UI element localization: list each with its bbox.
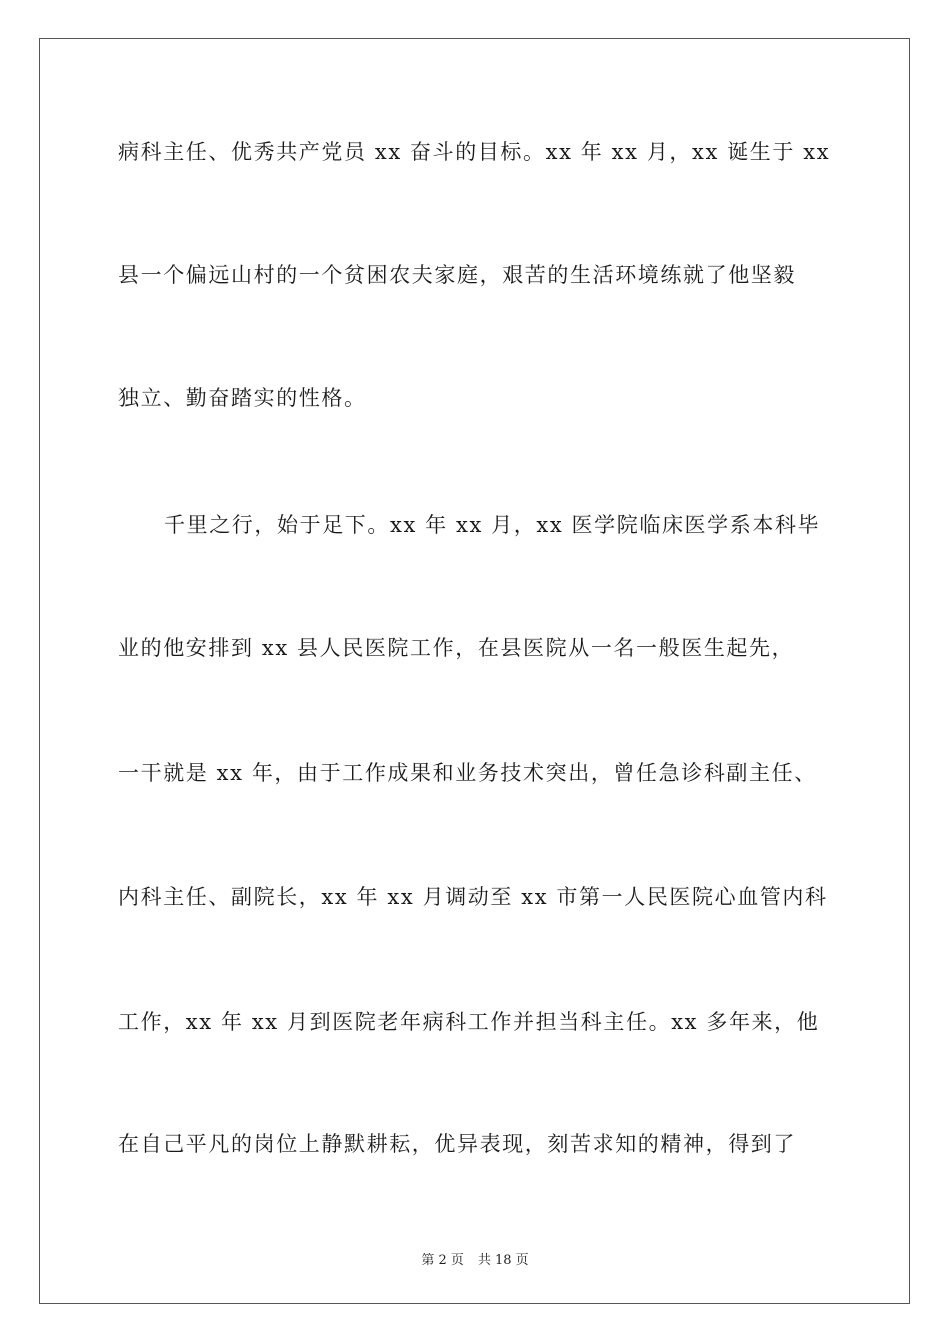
text-line-6: 一干就是 xx 年，由于工作成果和业务技术突出，曾任急诊科副主任、 [118,761,817,785]
text-line-7: 内科主任、副院长，xx 年 xx 月调动至 xx 市第一人民医院心血管内科 [118,885,828,909]
text-line-2: 县一个偏远山村的一个贫困农夫家庭，艰苦的生活环境练就了他坚毅 [118,263,796,287]
page-footer [0,1249,950,1268]
text-line-4: 千里之行，始于足下。xx 年 xx 月，xx 医学院临床医学系本科毕 [164,513,821,537]
page-border [39,38,910,1304]
text-line-3: 独立、勤奋踏实的性格。 [118,386,367,410]
text-line-1: 病科主任、优秀共产党员 xx 奋斗的目标。xx 年 xx 月，xx 诞生于 xx [118,140,831,164]
page-total: 共 18 页 [477,1253,529,1268]
text-line-9: 在自己平凡的岗位上静默耕耘，优异表现，刻苦求知的精神，得到了 [118,1132,796,1156]
page-number: 第 2 页 [421,1253,464,1268]
text-line-5: 业的他安排到 xx 县人民医院工作，在县医院从一名一般医生起先， [118,636,795,660]
text-line-8: 工作，xx 年 xx 月到医院老年病科工作并担当科主任。xx 多年来，他 [118,1010,820,1034]
